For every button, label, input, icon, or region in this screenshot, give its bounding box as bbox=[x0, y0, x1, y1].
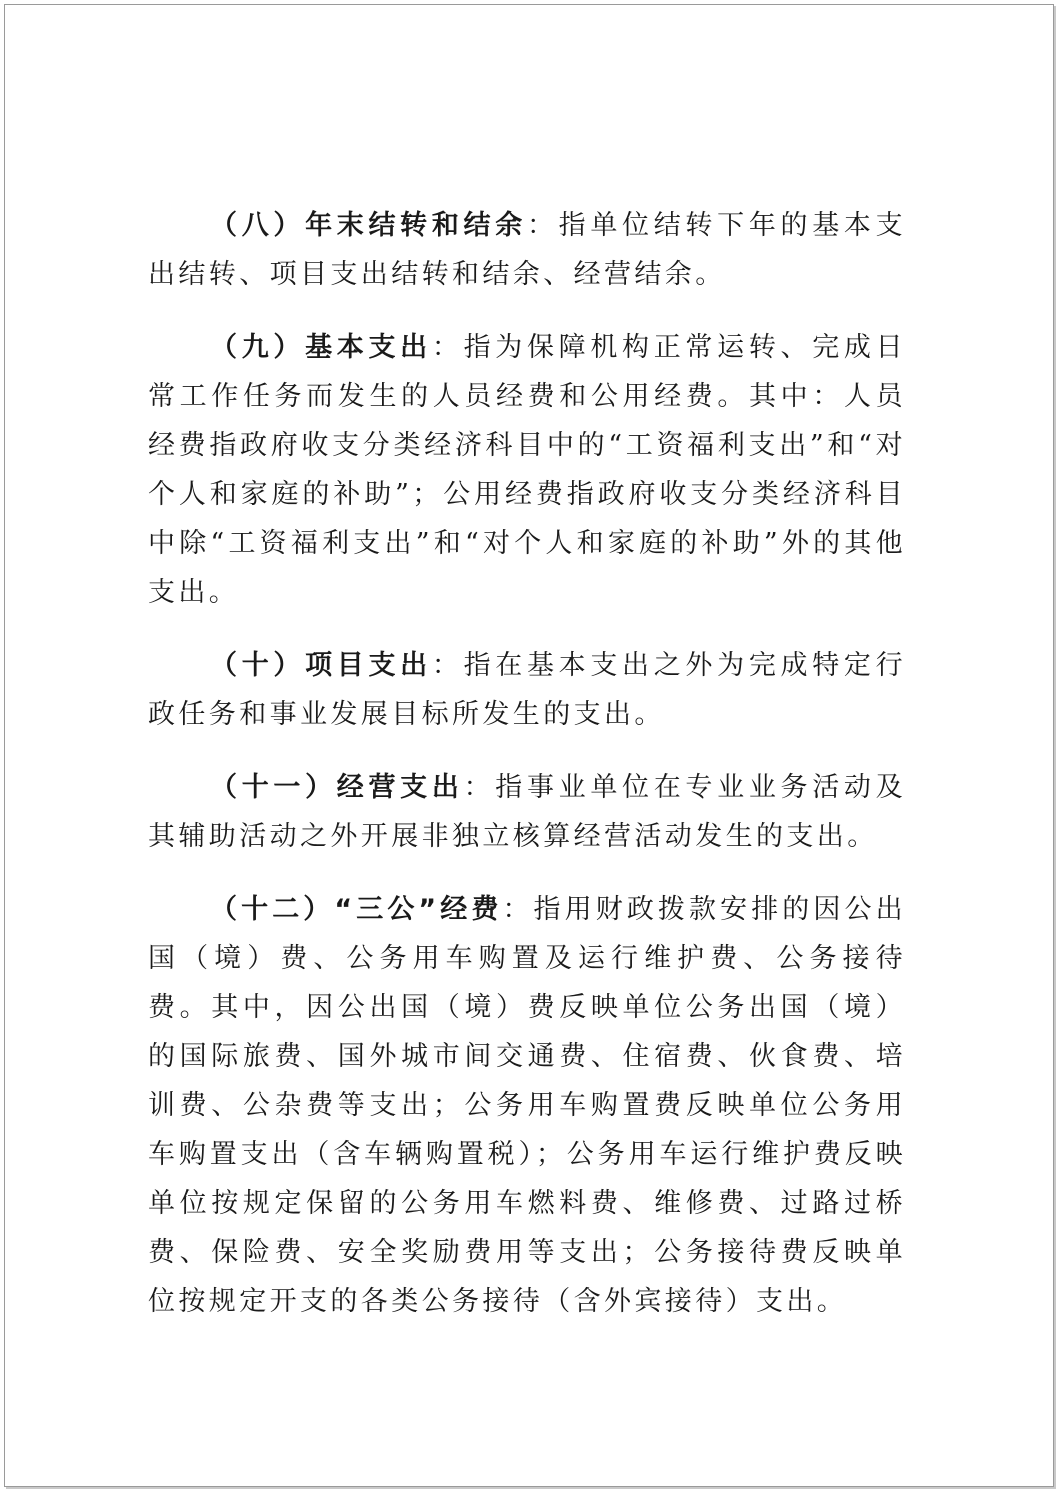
definition-paragraph-operating-expenditure bbox=[148, 763, 906, 861]
definition-term: （九）基本支出 bbox=[210, 332, 432, 363]
definition-term: （十二）“三公”经费 bbox=[210, 894, 503, 925]
definition-text: ：指单位结转下年的基本支出结转、项目支出结转和结余、经营结余。 bbox=[148, 210, 906, 290]
definition-text: ：指用财政拨款安排的因公出国（境）费、公务用车购置及运行维护费、公务接待费。其中，因公出国（境）费反映单位公务出国（境）的国际旅费、国外城市间交通费、住宿费、伙食费、培训费、公杂费等支出；公务用车购置费反映单位公务用车购置支出（含车辆购置税）；公务用车运行维护费反映单位按规定保留的公务用车燃料费、维修费、过路过桥费、保险费、安全奖励费用等支出；公务接待费反映单位按规定开支的各类公务接待（含外宾接待）支出。 bbox=[148, 894, 906, 1317]
definition-text: ：指事业单位在专业业务活动及其辅助活动之外开展非独立核算经营活动发生的支出。 bbox=[148, 772, 906, 852]
definition-paragraph-basic-expenditure bbox=[148, 323, 906, 617]
definition-text: ：指为保障机构正常运转、完成日常工作任务而发生的人员经费和公用经费。其中：人员经费指政府收支分类经济科目中的“工资福利支出”和“对个人和家庭的补助”；公用经费指政府收支分类经济科目中除“工资福利支出”和“对个人和家庭的补助”外的其他支出。 bbox=[148, 332, 906, 608]
definition-paragraph-project-expenditure bbox=[148, 641, 906, 739]
definition-term: （八）年末结转和结余 bbox=[210, 210, 527, 241]
definition-paragraph-year-end-balance bbox=[148, 201, 906, 299]
definition-term: （十）项目支出 bbox=[210, 650, 432, 681]
definition-paragraph-three-public-expenses bbox=[148, 885, 906, 1326]
document-page bbox=[4, 4, 1054, 1487]
document-body bbox=[148, 201, 906, 1350]
definition-term: （十一）经营支出 bbox=[210, 772, 464, 803]
definition-text: ：指在基本支出之外为完成特定行政任务和事业发展目标所发生的支出。 bbox=[148, 650, 906, 730]
